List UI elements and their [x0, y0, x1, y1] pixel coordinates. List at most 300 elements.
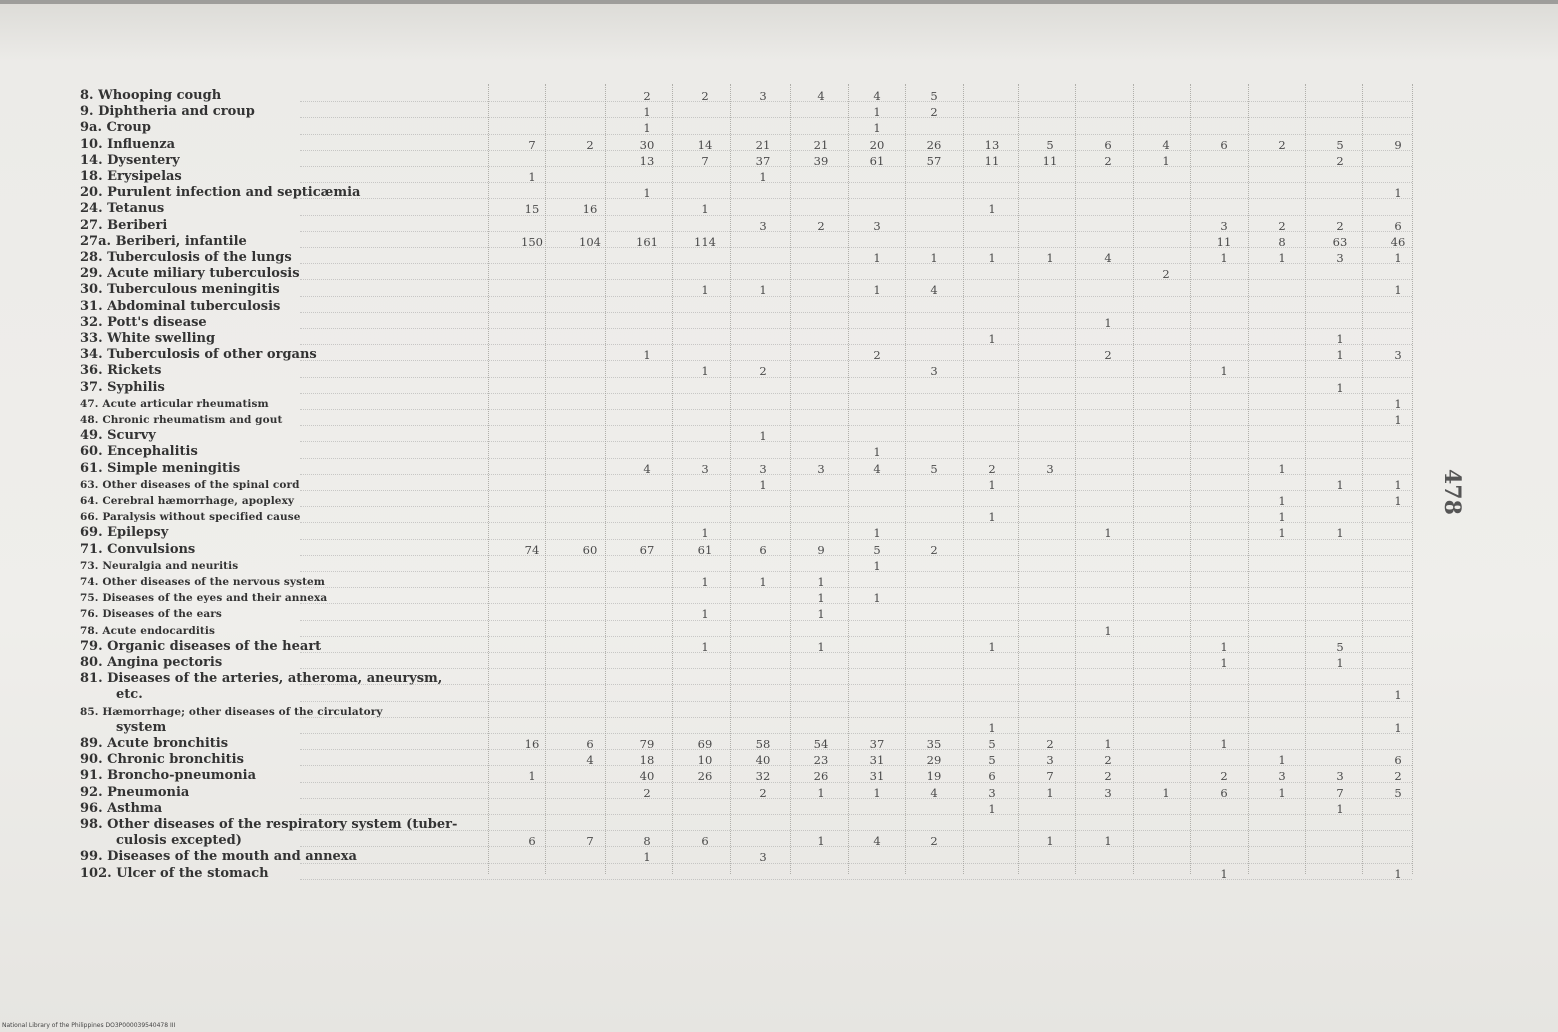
- dotted-leader: [300, 620, 1412, 622]
- table-cell: 7: [701, 153, 709, 168]
- table-cell: 40: [755, 753, 771, 768]
- table-row: [0, 299, 1558, 315]
- dotted-leader: [300, 441, 1412, 443]
- dotted-leader: [300, 830, 1412, 832]
- table-row: [0, 687, 1558, 703]
- table-cell: 2: [1394, 769, 1402, 784]
- row-label: 73. Neuralgia and neuritis: [80, 559, 239, 572]
- table-row: [0, 234, 1558, 250]
- dotted-leader: [300, 765, 1412, 767]
- table-cell: 63: [1332, 234, 1348, 249]
- table-cell: 30: [639, 137, 655, 152]
- table-row: [0, 606, 1558, 622]
- row-label: 28. Tuberculosis of the lungs: [80, 250, 292, 265]
- table-cell: 6: [701, 834, 709, 849]
- table-cell: 1: [1278, 785, 1286, 800]
- table-cell: 1: [1394, 866, 1402, 881]
- table-cell: 3: [988, 785, 996, 800]
- table-row: [0, 558, 1558, 574]
- table-row: [0, 282, 1558, 298]
- table-cell: 1: [873, 526, 881, 541]
- table-cell: 6: [586, 737, 594, 751]
- row-label: 69. Epilepsy: [80, 525, 169, 541]
- table-row: [0, 785, 1558, 801]
- row-label: 30. Tuberculous meningitis: [80, 282, 280, 298]
- table-cell: 6: [1394, 218, 1402, 233]
- table-cell: 1: [701, 364, 709, 379]
- table-cell: 1: [873, 121, 881, 136]
- table-cell: 3: [930, 364, 938, 379]
- table-cell: 23: [813, 753, 829, 768]
- table-cell: 1: [1394, 720, 1402, 735]
- table-cell: 1: [1046, 785, 1054, 800]
- row-label: 8. Whooping cough: [80, 88, 222, 103]
- table-row: [0, 363, 1558, 379]
- table-cell: 2: [1278, 137, 1286, 152]
- row-label: 9a. Croup: [80, 120, 151, 136]
- dotted-leader: [300, 312, 1412, 314]
- dotted-leader: [300, 328, 1412, 330]
- table-cell: 4: [873, 461, 881, 476]
- table-row: [0, 623, 1558, 639]
- table-cell: 5: [988, 737, 996, 751]
- table-cell: 1: [701, 526, 709, 541]
- table-cell: 1: [873, 445, 881, 460]
- table-cell: 60: [582, 542, 598, 557]
- table-cell: 57: [926, 153, 942, 168]
- table-cell: 3: [759, 850, 767, 865]
- row-label: 102. Ulcer of the stomach: [80, 865, 269, 881]
- table-cell: 2: [1104, 753, 1112, 768]
- dotted-leader: [300, 134, 1412, 136]
- table-cell: 7: [1336, 785, 1344, 800]
- table-row: [0, 849, 1558, 865]
- row-label: 60. Encephalitis: [80, 444, 198, 460]
- table-cell: 5: [930, 89, 938, 103]
- table-cell: 1: [1336, 801, 1344, 816]
- row-label: 24. Tetanus: [80, 201, 165, 217]
- table-cell: 1: [1394, 477, 1402, 492]
- row-label: 29. Acute miliary tuberculosis: [80, 266, 300, 282]
- table-cell: 1: [1394, 186, 1402, 201]
- table-cell: 1: [1046, 251, 1054, 265]
- table-cell: 2: [1104, 348, 1112, 363]
- table-cell: 16: [582, 202, 598, 217]
- table-row: [0, 525, 1558, 541]
- table-cell: 61: [697, 542, 713, 557]
- row-label: 32. Pott's disease: [80, 314, 207, 330]
- page-number: 478: [1439, 469, 1465, 515]
- table-row: [0, 120, 1558, 136]
- table-cell: 2: [1278, 218, 1286, 233]
- dotted-leader: [300, 458, 1412, 460]
- table-row: [0, 801, 1558, 817]
- dotted-leader: [300, 846, 1412, 848]
- table-cell: 1: [1104, 623, 1112, 638]
- row-label: 66. Paralysis without specified cause: [80, 511, 301, 524]
- row-label: etc.: [116, 687, 143, 703]
- table-cell: 2: [988, 461, 996, 476]
- dotted-leader: [300, 279, 1412, 281]
- table-cell: 1: [873, 558, 881, 573]
- table-row: [0, 817, 1558, 833]
- table-row: [0, 655, 1558, 671]
- row-label: 20. Purulent infection and septicæmia: [80, 185, 361, 201]
- table-cell: 1: [1336, 332, 1344, 346]
- table-cell: 3: [1046, 753, 1054, 768]
- table-cell: 31: [869, 769, 885, 784]
- table-row: [0, 153, 1558, 169]
- table-cell: 5: [930, 461, 938, 476]
- table-row: [0, 720, 1558, 736]
- table-cell: 1: [988, 251, 996, 265]
- table-cell: 2: [873, 348, 881, 363]
- table-cell: 1: [1278, 461, 1286, 476]
- table-cell: 54: [813, 737, 829, 751]
- table-cell: 8: [643, 834, 651, 849]
- table-cell: 2: [930, 105, 938, 120]
- dotted-leader: [300, 182, 1412, 184]
- table-cell: 5: [988, 753, 996, 768]
- dotted-leader: [300, 636, 1412, 638]
- table-row: [0, 347, 1558, 363]
- table-cell: 2: [1162, 267, 1170, 282]
- table-cell: 1: [643, 348, 651, 363]
- table-row: [0, 315, 1558, 331]
- table-cell: 1: [1278, 753, 1286, 768]
- dotted-leader: [300, 684, 1412, 686]
- table-cell: 5: [1394, 785, 1402, 800]
- table-cell: 3: [1220, 218, 1228, 233]
- table-cell: 1: [1220, 639, 1228, 654]
- table-row: [0, 509, 1558, 525]
- table-row: [0, 185, 1558, 201]
- dotted-leader: [300, 798, 1412, 800]
- table-cell: 3: [759, 89, 767, 103]
- row-label: 79. Organic diseases of the heart: [80, 638, 322, 654]
- table-cell: 58: [755, 737, 771, 751]
- table-cell: 1: [643, 850, 651, 865]
- dotted-leader: [300, 393, 1412, 395]
- table-cell: 4: [873, 834, 881, 849]
- table-cell: 1: [1220, 737, 1228, 751]
- table-cell: 74: [524, 542, 540, 557]
- table-cell: 3: [873, 218, 881, 233]
- table-cell: 3: [701, 461, 709, 476]
- dotted-leader: [300, 652, 1412, 654]
- table-row: [0, 752, 1558, 768]
- table-row: [0, 639, 1558, 655]
- table-cell: 7: [528, 137, 536, 152]
- table-cell: 2: [1046, 737, 1054, 751]
- row-label: 31. Abdominal tuberculosis: [80, 298, 281, 314]
- table-cell: 104: [579, 234, 601, 249]
- dotted-leader: [300, 555, 1412, 557]
- table-cell: 14: [697, 137, 713, 152]
- row-label: 99. Diseases of the mouth and annexa: [80, 849, 357, 865]
- table-cell: 2: [1104, 769, 1112, 784]
- row-label: 98. Other diseases of the respiratory system (tuber-: [80, 817, 458, 832]
- dotted-leader: [300, 247, 1412, 249]
- table-cell: 1: [701, 639, 709, 654]
- row-label: system: [116, 719, 167, 735]
- table-row: [0, 396, 1558, 412]
- table-cell: 11: [1216, 234, 1232, 249]
- table-cell: 3: [1104, 785, 1112, 800]
- table-cell: 31: [869, 753, 885, 768]
- table-row: [0, 461, 1558, 477]
- dotted-leader: [300, 117, 1412, 119]
- table-cell: 10: [697, 753, 713, 768]
- table-cell: 1: [873, 591, 881, 606]
- table-cell: 1: [817, 639, 825, 654]
- table-cell: 4: [1162, 137, 1170, 152]
- row-label: 27. Beriberi: [80, 217, 168, 233]
- row-label: 90. Chronic bronchitis: [80, 752, 244, 768]
- table-row: [0, 574, 1558, 590]
- table-cell: 1: [701, 283, 709, 298]
- table-cell: 37: [869, 737, 885, 751]
- table-cell: 69: [697, 737, 713, 751]
- table-cell: 37: [755, 153, 771, 168]
- row-label: 49. Scurvy: [80, 428, 156, 444]
- table-cell: 1: [701, 202, 709, 217]
- dotted-leader: [300, 506, 1412, 508]
- table-cell: 1: [1162, 153, 1170, 168]
- table-cell: 1: [1336, 477, 1344, 492]
- table-cell: 1: [701, 607, 709, 622]
- table-cell: 20: [869, 137, 885, 152]
- table-row: [0, 542, 1558, 558]
- row-label: 34. Tuberculosis of other organs: [80, 347, 317, 363]
- table-row: [0, 704, 1558, 720]
- table-row: [0, 477, 1558, 493]
- row-label: 91. Broncho-pneumonia: [80, 768, 257, 784]
- table-cell: 2: [930, 542, 938, 557]
- row-label: 96. Asthma: [80, 800, 163, 816]
- table-cell: 11: [984, 153, 1000, 168]
- dotted-leader: [300, 166, 1412, 168]
- table-cell: 1: [1220, 364, 1228, 379]
- table-cell: 2: [586, 137, 594, 152]
- table-row: [0, 218, 1558, 234]
- table-cell: 21: [755, 137, 771, 152]
- row-label: 36. Rickets: [80, 363, 162, 379]
- dotted-leader: [300, 409, 1412, 411]
- table-cell: 13: [639, 153, 655, 168]
- table-cell: 3: [759, 218, 767, 233]
- table-cell: 3: [1394, 348, 1402, 363]
- table-cell: 2: [643, 785, 651, 800]
- table-cell: 6: [759, 542, 767, 557]
- table-cell: 1: [1394, 413, 1402, 427]
- table-cell: 16: [524, 737, 540, 751]
- table-cell: 21: [813, 137, 829, 152]
- dotted-leader: [300, 733, 1412, 735]
- table-cell: 1: [873, 785, 881, 800]
- table-cell: 2: [1336, 218, 1344, 233]
- dotted-leader: [300, 603, 1412, 605]
- table-cell: 1: [817, 575, 825, 589]
- table-cell: 1: [759, 575, 767, 589]
- row-label: 71. Convulsions: [80, 541, 196, 557]
- table-cell: 1: [1104, 737, 1112, 751]
- table-cell: 1: [817, 591, 825, 606]
- table-row: [0, 671, 1558, 687]
- table-cell: 1: [759, 477, 767, 492]
- table-cell: 1: [988, 639, 996, 654]
- table-cell: 61: [869, 153, 885, 168]
- table-cell: 5: [873, 542, 881, 557]
- table-cell: 3: [1336, 769, 1344, 784]
- dotted-leader: [300, 101, 1412, 103]
- table-cell: 6: [528, 834, 536, 849]
- table-cell: 13: [984, 137, 1000, 152]
- table-cell: 3: [1046, 461, 1054, 476]
- dotted-leader: [300, 198, 1412, 200]
- table-row: [0, 380, 1558, 396]
- table-cell: 1: [1104, 315, 1112, 330]
- table-cell: 1: [873, 283, 881, 298]
- table-cell: 1: [1104, 526, 1112, 541]
- row-label: 80. Angina pectoris: [80, 655, 223, 670]
- row-label: 37. Syphilis: [80, 379, 165, 395]
- table-row: [0, 444, 1558, 460]
- table-cell: 35: [926, 737, 942, 751]
- table-cell: 79: [639, 737, 655, 751]
- table-cell: 1: [988, 332, 996, 346]
- table-cell: 4: [1104, 251, 1112, 265]
- table-cell: 8: [1278, 234, 1286, 249]
- dotted-leader: [300, 296, 1412, 298]
- table-row: [0, 88, 1558, 104]
- scan-footer: National Library of the Philippines DO3P000039540478 III: [2, 1022, 176, 1029]
- table-row: [0, 104, 1558, 120]
- table-cell: 1: [1220, 866, 1228, 881]
- row-label: 81. Diseases of the arteries, atheroma, aneurysm,: [80, 671, 443, 687]
- row-label: 9. Diphtheria and croup: [80, 104, 255, 120]
- table-cell: 4: [586, 753, 594, 768]
- row-label: 75. Diseases of the eyes and their annexa: [80, 592, 328, 605]
- table-cell: 26: [813, 769, 829, 784]
- table-cell: 1: [1336, 348, 1344, 363]
- table-cell: 1: [817, 785, 825, 800]
- dotted-leader: [300, 150, 1412, 152]
- dotted-leader: [300, 490, 1412, 492]
- table-cell: 29: [926, 753, 942, 768]
- dotted-leader: [300, 522, 1412, 524]
- table-row: [0, 250, 1558, 266]
- table-cell: 3: [817, 461, 825, 476]
- table-cell: 2: [701, 89, 709, 103]
- table-cell: 26: [697, 769, 713, 784]
- table-cell: 40: [639, 769, 655, 784]
- table-cell: 2: [817, 218, 825, 233]
- table-cell: 4: [643, 461, 651, 476]
- table-cell: 2: [759, 785, 767, 800]
- table-cell: 2: [1336, 153, 1344, 168]
- table-cell: 39: [813, 153, 829, 168]
- table-cell: 15: [524, 202, 540, 217]
- dotted-leader: [300, 344, 1412, 346]
- table-cell: 1: [873, 105, 881, 120]
- table-cell: 1: [1104, 834, 1112, 849]
- table-cell: 5: [1336, 639, 1344, 654]
- dotted-leader: [300, 215, 1412, 217]
- table-cell: 1: [817, 834, 825, 849]
- table-cell: 1: [1162, 785, 1170, 800]
- table-cell: 3: [1336, 251, 1344, 265]
- table-row: [0, 493, 1558, 509]
- table-row: [0, 266, 1558, 282]
- row-label: 64. Cerebral hæmorrhage, apoplexy: [80, 495, 295, 507]
- dotted-leader: [300, 668, 1412, 670]
- table-cell: 1: [1046, 834, 1054, 849]
- row-label: 27a. Beriberi, infantile: [80, 233, 247, 249]
- table-cell: 1: [1336, 380, 1344, 395]
- table-cell: 1: [873, 251, 881, 265]
- table-cell: 1: [1278, 510, 1286, 525]
- row-label: 47. Acute articular rheumatism: [80, 397, 269, 410]
- table-cell: 1: [1220, 251, 1228, 265]
- dotted-leader: [300, 377, 1412, 379]
- table-cell: 1: [643, 121, 651, 136]
- table-cell: 150: [521, 234, 543, 249]
- table-cell: 1: [1394, 396, 1402, 411]
- table-row: [0, 331, 1558, 347]
- table-cell: 1: [1278, 494, 1286, 508]
- table-row: [0, 201, 1558, 217]
- table-cell: 1: [1220, 656, 1228, 670]
- table-cell: 67: [639, 542, 655, 557]
- row-label: 92. Pneumonia: [80, 784, 190, 800]
- table-cell: 5: [1336, 137, 1344, 152]
- dotted-leader: [300, 231, 1412, 233]
- dotted-leader: [300, 425, 1412, 427]
- table-cell: 4: [817, 89, 825, 103]
- row-label: 85. Hæmorrhage; other diseases of the circulatory: [80, 705, 383, 718]
- table-cell: 4: [930, 283, 938, 298]
- table-cell: 9: [1394, 137, 1402, 152]
- table-cell: 26: [926, 137, 942, 152]
- table-cell: 1: [988, 801, 996, 816]
- table-row: [0, 736, 1558, 752]
- dotted-leader: [300, 360, 1412, 362]
- table-cell: 1: [1336, 526, 1344, 541]
- table-cell: 6: [1220, 137, 1228, 152]
- table-cell: 6: [988, 769, 996, 784]
- table-cell: 1: [528, 170, 536, 184]
- table-row: [0, 412, 1558, 428]
- table-cell: 9: [817, 542, 825, 557]
- row-label: 48. Chronic rheumatism and gout: [80, 414, 283, 426]
- dotted-leader: [300, 863, 1412, 865]
- table-cell: 1: [988, 477, 996, 492]
- dotted-leader: [300, 263, 1412, 265]
- table-cell: 1: [1394, 251, 1402, 265]
- table-cell: 1: [1394, 283, 1402, 298]
- table-cell: 7: [586, 834, 594, 849]
- row-label: 76. Diseases of the ears: [80, 608, 222, 621]
- dotted-leader: [300, 587, 1412, 589]
- dotted-leader: [300, 879, 1412, 881]
- table-cell: 2: [1104, 153, 1112, 168]
- table-cell: 6: [1104, 137, 1112, 152]
- table-cell: 1: [643, 186, 651, 201]
- table-cell: 32: [755, 769, 771, 784]
- table-cell: 1: [1336, 656, 1344, 670]
- table-cell: 4: [873, 89, 881, 103]
